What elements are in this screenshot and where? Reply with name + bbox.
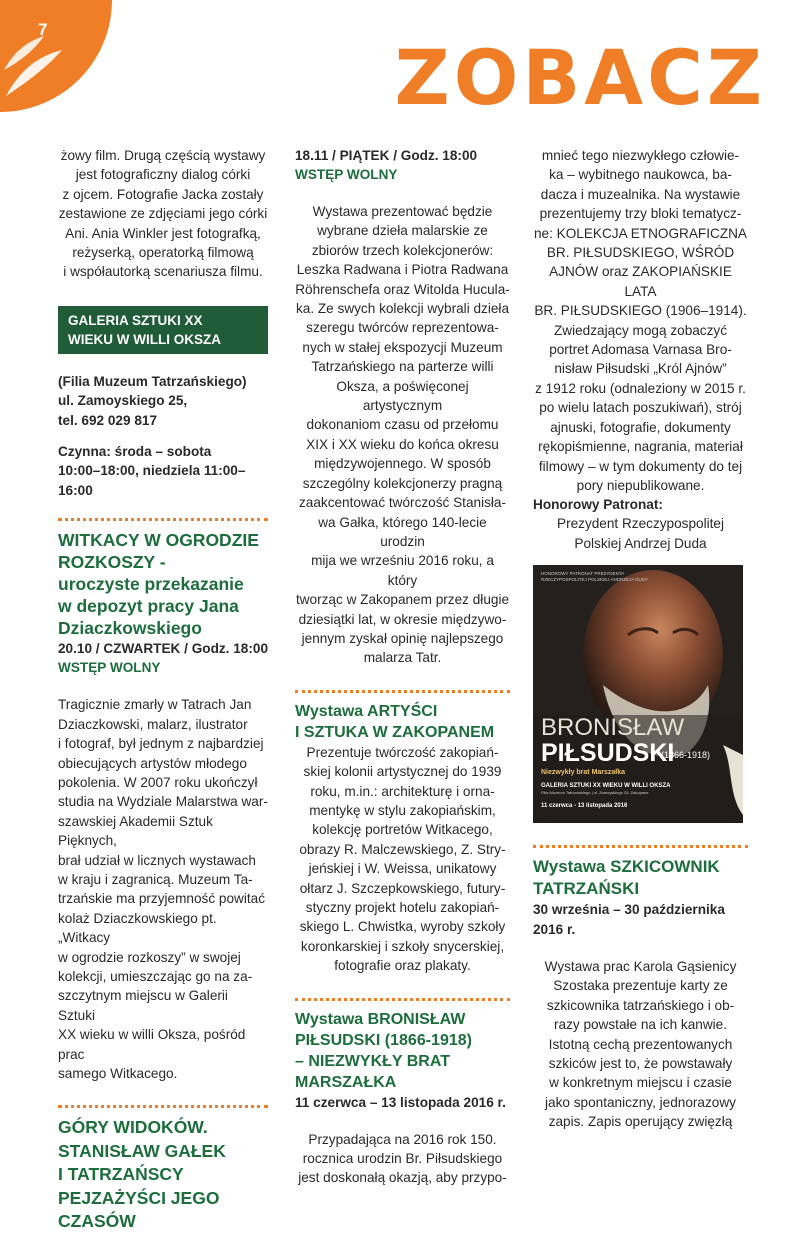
text-line: zbiorów trzech kolekcjonerów:: [311, 242, 494, 258]
text-line: Szostaka prezentuje karty ze: [553, 978, 728, 994]
text-line: jako spontaniczny, jednorazowy: [545, 1094, 736, 1110]
text-line: Wystawa BRONISŁAW: [295, 1010, 466, 1028]
text-line: Prezentuje twórczość zakopiań-: [306, 744, 499, 760]
text-line: WITKACY W OGRODZIE: [58, 530, 259, 551]
text-line: malarza Tatr.: [363, 650, 442, 666]
poster-venue: GALERIA SZTUKI XX WIEKU W WILLI OKSZA: [541, 783, 671, 790]
text-line: Czynna: środa – sobota: [58, 444, 212, 460]
text-line: razy powstałe na ich kanwie.: [553, 1017, 728, 1033]
text-line: prezentujemy trzy bloki tematycz-: [539, 206, 742, 222]
patron-name: [533, 514, 748, 553]
gallery-address: [58, 372, 268, 430]
text-line: zapis. Zapis operujący zwięzłą: [548, 1114, 733, 1130]
text-line: szkiców jest to, że powstawały: [548, 1055, 733, 1071]
poster-top-line: RZECZYPOSPOLITEJ POLSKIEJ ANDRZEJA DUDY: [541, 577, 649, 583]
text-line: studia na Wydziale Malarstwa war-: [58, 794, 268, 810]
text-line: zestawione ze zdjęciami jego córki: [58, 206, 268, 222]
text-line: ne: KOLEKCJA ETNOGRAFICZNA: [533, 225, 748, 241]
dotted-divider: [295, 690, 510, 693]
witkacy-subheading: [58, 573, 268, 639]
text-line: pokolenia. W 2007 roku ukończył: [58, 774, 258, 790]
text-line: rocznica urodzin Br. Piłsudskiego: [302, 1151, 503, 1167]
poster-name-1: BRONISŁAW: [541, 714, 685, 742]
witkacy-heading: [58, 529, 268, 573]
text-line: PEJZAŻYŚCI JEGO: [58, 1187, 220, 1208]
collectors-body: [295, 202, 510, 668]
artysci-body: [295, 743, 510, 976]
text-line: PIŁSUDSKI (1866-1918): [295, 1031, 472, 1049]
text-line: jest fotograficzny dialog córki: [75, 167, 251, 183]
text-line: z 1912 roku (odnaleziony w 2015 r.: [535, 380, 746, 396]
szkicownik-body: [533, 957, 748, 1132]
exhibition-poster: [533, 565, 743, 823]
page-number: 7: [38, 20, 48, 39]
text-line: Istotną cechą prezentowanych: [548, 1036, 733, 1052]
text-line: Ani. Ania Winkler jest fotografką,: [65, 225, 261, 241]
poster-name-2: PIŁSUDSKI: [541, 739, 675, 768]
text-line: skiej kolonii artystycznej do 1939: [303, 764, 502, 780]
text-line: GÓRY WIDOKÓW.: [58, 1117, 208, 1138]
text-line: z ojcem. Fotografie Jacka zostały: [62, 186, 264, 202]
text-line: obrazy R. Malczewskiego, Z. Stry-: [299, 841, 506, 857]
text-line: CZASÓW: [58, 1211, 136, 1232]
dotted-divider: [533, 845, 748, 848]
text-line: ul. Zamoyskiego 25,: [58, 393, 188, 409]
text-line: reżyserką, operatorką filmową: [72, 245, 254, 261]
poster-address: Filia Muzeum Tatrzańskiego | ul. Zamoyskiego 25, Zakopane: [541, 790, 649, 796]
text-line: szeregu twórców reprezentowa-: [306, 320, 499, 336]
column-1: [58, 146, 268, 1234]
text-line: pory niepublikowane.: [576, 477, 705, 493]
text-line: 2016 r.: [533, 921, 576, 937]
text-line: dokonaniom czasu od przełomu: [306, 417, 499, 433]
text-line: BR. PIŁSUDSKIEGO, WŚRÓD: [546, 245, 735, 261]
dotted-divider: [58, 518, 268, 521]
poster-dates: 11 czerwca - 13 listopada 2016: [541, 803, 628, 810]
witkacy-body: [58, 695, 268, 1083]
gory-heading: [58, 1116, 268, 1234]
text-line: międzywojennego. W sposób: [314, 456, 491, 472]
dotted-divider: [295, 998, 510, 1001]
text-line: kolekcji, umieszczając go na za-: [58, 968, 253, 984]
text-line: trzańskie ma przyjemność powitać: [58, 891, 265, 907]
text-line: Dziaczkowskiego: [58, 618, 202, 639]
text-line: mentykę w stylu zakopiańskim,: [309, 802, 496, 818]
text-line: ka – wybitnego naukowca, ba-: [549, 167, 732, 183]
text-line: jennym zyskał opinię najlepszego: [301, 630, 504, 646]
witkacy-date: 20.10 / CZWARTEK / Godz. 18:00: [58, 641, 268, 657]
text-line: ajnuski, fotografie, dokumenty: [550, 419, 731, 435]
text-line: jest doskonałą okazją, aby przypo-: [298, 1170, 507, 1186]
text-line: i współautorką scenariusza filmu.: [63, 264, 263, 280]
text-line: kolekcję portretów Witkacego,: [312, 822, 493, 838]
text-line: styczny projekt hotelu zakopiań-: [305, 900, 500, 915]
text-line: nych w stałej ekspozycji Muzeum: [302, 339, 503, 355]
text-line: GALERIA SZTUKI XX: [68, 312, 203, 328]
pilsudski-heading: [295, 1009, 510, 1093]
text-line: mnieć tego niezwykłego człowie-: [541, 148, 740, 163]
text-line: BR. PIŁSUDSKIEGO (1906–1914).: [534, 303, 747, 319]
text-line: ROZKOSZY -: [58, 552, 166, 573]
text-line: STANISŁAW GAŁEK: [58, 1140, 226, 1161]
text-line: Tatrzańskiego na parterze willi: [311, 359, 494, 375]
text-line: i fotograf, był jednym z najbardziej: [58, 736, 264, 752]
text-line: uroczyste przekazanie: [58, 574, 244, 595]
text-line: WIEKU W WILLI OKSZA: [68, 331, 221, 347]
text-line: ołtarz J. Szczepkowskiego, futury-: [299, 880, 506, 896]
text-line: mija we wrześniu 2016 roku, a który: [311, 553, 494, 588]
column-3: [533, 146, 748, 1132]
text-line: szawskiej Akademii Sztuk Pięknych,: [58, 813, 213, 849]
witkacy-entry: WSTĘP WOLNY: [58, 660, 161, 676]
text-line: Prezydent Rzeczypospolitej: [557, 516, 724, 532]
text-line: MARSZAŁKA: [295, 1073, 397, 1091]
pilsudski-date: 11 czerwca – 13 listopada 2016 r.: [295, 1094, 506, 1110]
text-line: fotografie oraz plakaty.: [334, 958, 471, 974]
text-line: szczególny kolekcjonerzy pragną: [302, 475, 503, 491]
text-line: w kraju i zagranicą. Muzeum Ta-: [58, 871, 253, 887]
text-line: – NIEZWYKŁY BRAT: [295, 1052, 450, 1070]
text-line: 30 września – 30 października: [533, 902, 725, 918]
text-line: TATRZAŃSKI: [533, 879, 640, 899]
text-line: I SZTUKA W ZAKOPANEM: [295, 723, 495, 741]
text-line: Dziaczkowski, malarz, ilustrator: [58, 716, 248, 732]
szkicownik-date: [533, 900, 748, 939]
text-line: roku, m.in.: architekturę i orna-: [310, 783, 495, 799]
text-line: portret Adomasa Varnasa Bro-: [549, 342, 732, 358]
text-line: kolaż Dziaczkowskiego pt. „Witkacy: [58, 910, 217, 946]
text-line: Wystawa SZKICOWNIK: [533, 857, 720, 877]
text-line: Leszka Radwana i Piotra Radwana: [296, 262, 509, 278]
text-line: Wystawa ARTYŚCI: [295, 702, 438, 720]
text-line: Röhrenschefa oraz Witolda Hucula-: [295, 281, 510, 297]
text-line: wa Gałka, którego 140-lecie urodzin: [318, 514, 487, 549]
corner-leaf-decoration: [0, 0, 112, 112]
text-line: nisław Piłsudski „Król Ajnów”: [554, 361, 727, 377]
column-2: [295, 146, 510, 1188]
text-line: żowy film. Drugą częścią wystawy: [60, 148, 266, 163]
text-line: w konkretnym miejscu i czasie: [549, 1075, 732, 1091]
text-line: obiecujących artystów młodego: [58, 755, 247, 771]
text-line: dacza i muzealnika. Na wystawie: [540, 186, 741, 202]
text-line: 10:00–18:00, niedziela 11:00–16:00: [58, 463, 246, 498]
text-line: Wystawa prezentować będzie: [312, 204, 493, 219]
patron-label: Honorowy Patronat:: [533, 497, 663, 513]
text-line: samego Witkacego.: [58, 1066, 178, 1081]
event-date: 18.11 / PIĄTEK / Godz. 18:00: [295, 148, 478, 163]
intro-text: [58, 146, 268, 282]
text-line: Oksza, a poświęconej artystycznym: [336, 378, 469, 414]
text-line: filmowy – w tym dokumenty do tej: [538, 458, 743, 474]
artysci-heading: [295, 701, 510, 743]
text-line: XX wieku w willi Oksza, pośród prac: [58, 1027, 246, 1062]
text-line: po wielu latach poszukiwań), strój: [539, 400, 742, 416]
text-line: Tragicznie zmarły w Tatrach Jan: [58, 697, 252, 713]
text-line: AJNÓW oraz ZAKOPIAŃSKIE LATA: [549, 264, 732, 299]
text-line: rękopiśmienne, nagrania, materiał: [538, 439, 743, 455]
text-line: tel. 692 029 817: [58, 412, 158, 428]
pilsudski-continued-body: [533, 146, 748, 495]
text-line: ka. Ze swych kolekcji wybrali dzieła: [295, 301, 510, 317]
text-line: Zwiedzający mogą zobaczyć: [553, 322, 727, 338]
text-line: I TATRZAŃSCY: [58, 1164, 184, 1185]
text-line: (Filia Muzeum Tatrzańskiego): [58, 373, 247, 389]
text-line: szkicownika tatrzańskiego i ob-: [546, 997, 735, 1013]
poster-years: (1866-1918): [661, 750, 711, 761]
text-line: zaakcentować twórczość Stanisła-: [298, 495, 506, 511]
text-line: wybrane dzieła malarskie ze: [317, 223, 488, 239]
poster-subtitle: Niezwykły brat Marszałka: [541, 769, 626, 777]
text-line: koronkarskiej i szkoły snycerskiej,: [300, 938, 505, 954]
event-entry: WSTĘP WOLNY: [295, 167, 398, 182]
gallery-name-box: [58, 306, 268, 354]
poster-top-line: HONOROWY PATRONAT PREZYDENTA: [541, 571, 625, 577]
gallery-hours: [58, 442, 268, 500]
text-line: Polskiej Andrzej Duda: [574, 535, 707, 551]
text-line: szczytnym miejscu w Galerii Sztuki: [58, 988, 228, 1023]
text-line: brał udział w licznych wystawach: [58, 852, 256, 868]
text-line: dziesiątki lat, w okresie międzywo-: [298, 611, 507, 627]
text-line: w ogrodzie rozkoszy” w swojej: [58, 949, 241, 965]
text-line: skiego L. Chwistka, wyroby szkoły: [299, 919, 506, 935]
szkicownik-heading: [533, 856, 748, 900]
text-line: XIX i XX wieku do końca okresu: [306, 436, 499, 452]
text-line: w depozyt pracy Jana: [58, 596, 239, 617]
page-title: ZOBACZ: [394, 33, 766, 122]
dotted-divider: [58, 1105, 268, 1108]
pilsudski-body: [295, 1130, 510, 1188]
text-line: Wystawa prac Karola Gąsienicy: [544, 958, 737, 974]
text-line: Przypadająca na 2016 rok 150.: [308, 1131, 497, 1147]
text-line: jeńskiej i W. Weissa, unikatowy: [308, 861, 497, 877]
text-line: tworząc w Zakopanem przez długie: [295, 592, 510, 608]
